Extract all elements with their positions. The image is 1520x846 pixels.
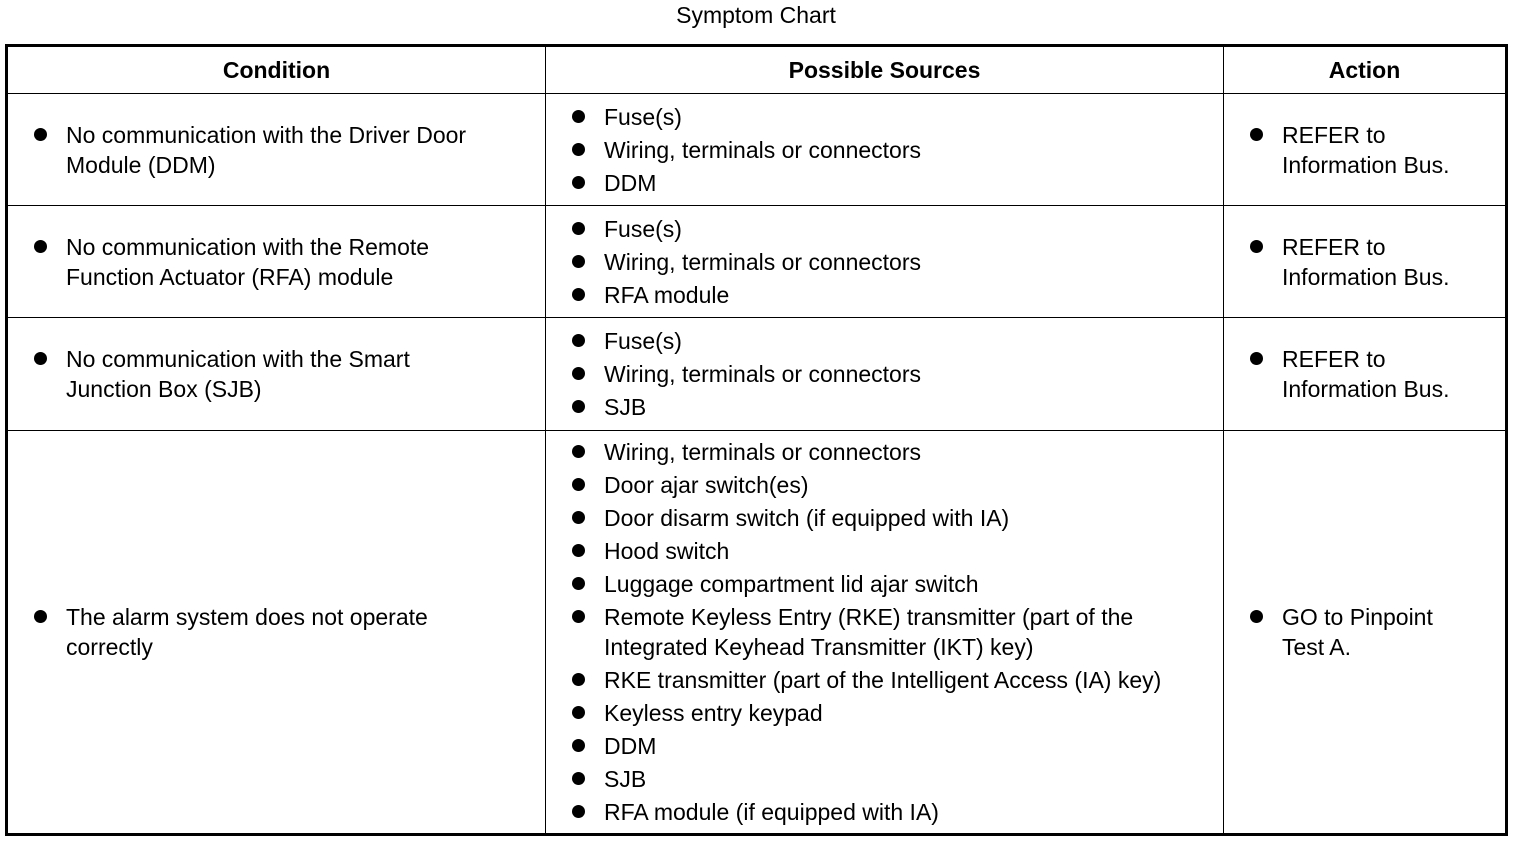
source-item	[604, 764, 1223, 794]
symptom-table	[5, 44, 1508, 836]
source-item	[604, 569, 1223, 599]
condition-line: The alarm system does not operate	[66, 604, 428, 630]
source-item	[604, 536, 1223, 566]
action-line: Information Bus.	[1282, 151, 1450, 178]
bullet-icon	[34, 128, 47, 141]
source-text: Integrated Keyhead Transmitter (IKT) key)	[604, 634, 1034, 660]
source-text: Keyless entry keypad	[604, 700, 823, 726]
action-line: REFER to	[1282, 121, 1386, 148]
source-item	[604, 797, 1223, 827]
source-text: Luggage compartment lid ajar switch	[604, 571, 979, 597]
bullet-icon	[34, 352, 47, 365]
sources-cell	[546, 206, 1224, 318]
source-item	[604, 698, 1223, 728]
bullet-icon	[572, 706, 585, 719]
column-header-action: Action	[1224, 46, 1507, 94]
source-text: Wiring, terminals or connectors	[604, 361, 921, 387]
action-line: GO to Pinpoint	[1282, 604, 1433, 630]
bullet-icon	[572, 334, 585, 347]
table-row	[7, 94, 1507, 206]
condition-line: correctly	[66, 634, 153, 660]
condition-line: Module (DDM)	[66, 151, 216, 178]
action-item	[1282, 120, 1505, 180]
condition-item	[66, 232, 545, 292]
bullet-icon	[34, 610, 47, 623]
condition-line: No communication with the Smart	[66, 346, 410, 372]
source-item	[604, 392, 1223, 422]
source-text: RKE transmitter (part of the Intelligent Access (IA) key)	[604, 667, 1162, 693]
source-item	[604, 168, 1223, 198]
bullet-icon	[572, 805, 585, 818]
column-header-condition: Condition	[7, 46, 546, 94]
condition-line: No communication with the Driver Door	[66, 121, 467, 148]
sources-cell	[546, 94, 1224, 206]
table-row	[7, 431, 1507, 835]
sources-cell	[546, 318, 1224, 431]
action-cell	[1224, 318, 1507, 431]
source-item	[604, 470, 1223, 500]
action-cell	[1224, 431, 1507, 835]
source-item	[604, 102, 1223, 132]
bullet-icon	[1250, 240, 1263, 253]
source-text: DDM	[604, 169, 657, 196]
source-text: Wiring, terminals or connectors	[604, 439, 921, 465]
source-item	[604, 247, 1223, 277]
bullet-icon	[572, 511, 585, 524]
bullet-icon	[572, 673, 585, 686]
source-item	[604, 731, 1223, 761]
bullet-icon	[572, 445, 585, 458]
sources-cell	[546, 431, 1224, 835]
bullet-icon	[572, 222, 585, 235]
condition-line: Function Actuator (RFA) module	[66, 263, 394, 290]
source-item	[604, 665, 1223, 695]
source-item	[604, 214, 1223, 244]
bullet-icon	[572, 577, 585, 590]
source-text: SJB	[604, 394, 647, 420]
source-item	[604, 135, 1223, 165]
action-line: Information Bus.	[1282, 376, 1450, 402]
action-line: REFER to	[1282, 233, 1386, 260]
source-text: Hood switch	[604, 538, 730, 564]
condition-cell	[7, 206, 546, 318]
bullet-icon	[572, 772, 585, 785]
bullet-icon	[1250, 352, 1263, 365]
bullet-icon	[572, 255, 585, 268]
condition-cell	[7, 431, 546, 835]
source-item	[604, 280, 1223, 310]
source-text: Fuse(s)	[604, 103, 682, 130]
source-text: Remote Keyless Entry (RKE) transmitter (part of the	[604, 604, 1134, 630]
source-text: DDM	[604, 733, 657, 759]
action-item	[1282, 602, 1505, 662]
table-row	[7, 318, 1507, 431]
bullet-icon	[572, 544, 585, 557]
bullet-icon	[34, 240, 47, 253]
source-text: Fuse(s)	[604, 328, 682, 354]
bullet-icon	[572, 610, 585, 623]
source-item	[604, 359, 1223, 389]
bullet-icon	[572, 478, 585, 491]
action-line: Information Bus.	[1282, 263, 1450, 290]
condition-line: Junction Box (SJB)	[66, 376, 262, 402]
table-row	[7, 206, 1507, 318]
bullet-icon	[572, 367, 585, 380]
bullet-icon	[572, 110, 585, 123]
bullet-icon	[572, 400, 585, 413]
source-item	[604, 326, 1223, 356]
source-item	[604, 437, 1223, 467]
source-item	[604, 503, 1223, 533]
source-text: RFA module (if equipped with IA)	[604, 799, 939, 825]
source-item	[604, 602, 1223, 662]
action-item	[1282, 344, 1505, 404]
condition-cell	[7, 318, 546, 431]
condition-cell	[7, 94, 546, 206]
source-text: SJB	[604, 766, 647, 792]
condition-item	[66, 344, 545, 404]
bullet-icon	[1250, 128, 1263, 141]
condition-line: No communication with the Remote	[66, 233, 430, 260]
chart-title: Symptom Chart	[676, 2, 836, 28]
action-cell	[1224, 206, 1507, 318]
header-row	[7, 46, 1507, 94]
action-item	[1282, 232, 1505, 292]
bullet-icon	[1250, 610, 1263, 623]
bullet-icon	[572, 143, 585, 156]
column-header-sources: Possible Sources	[546, 46, 1224, 94]
source-text: RFA module	[604, 281, 730, 308]
source-text: Door ajar switch(es)	[604, 472, 809, 498]
condition-item	[66, 602, 545, 662]
source-text: Door disarm switch (if equipped with IA)	[604, 505, 1010, 531]
source-text: Wiring, terminals or connectors	[604, 248, 921, 275]
bullet-icon	[572, 288, 585, 301]
action-cell	[1224, 94, 1507, 206]
source-text: Fuse(s)	[604, 215, 682, 242]
action-line: Test A.	[1282, 634, 1352, 660]
source-text: Wiring, terminals or connectors	[604, 136, 921, 163]
bullet-icon	[572, 176, 585, 189]
action-line: REFER to	[1282, 346, 1386, 372]
condition-item	[66, 120, 545, 180]
bullet-icon	[572, 739, 585, 752]
